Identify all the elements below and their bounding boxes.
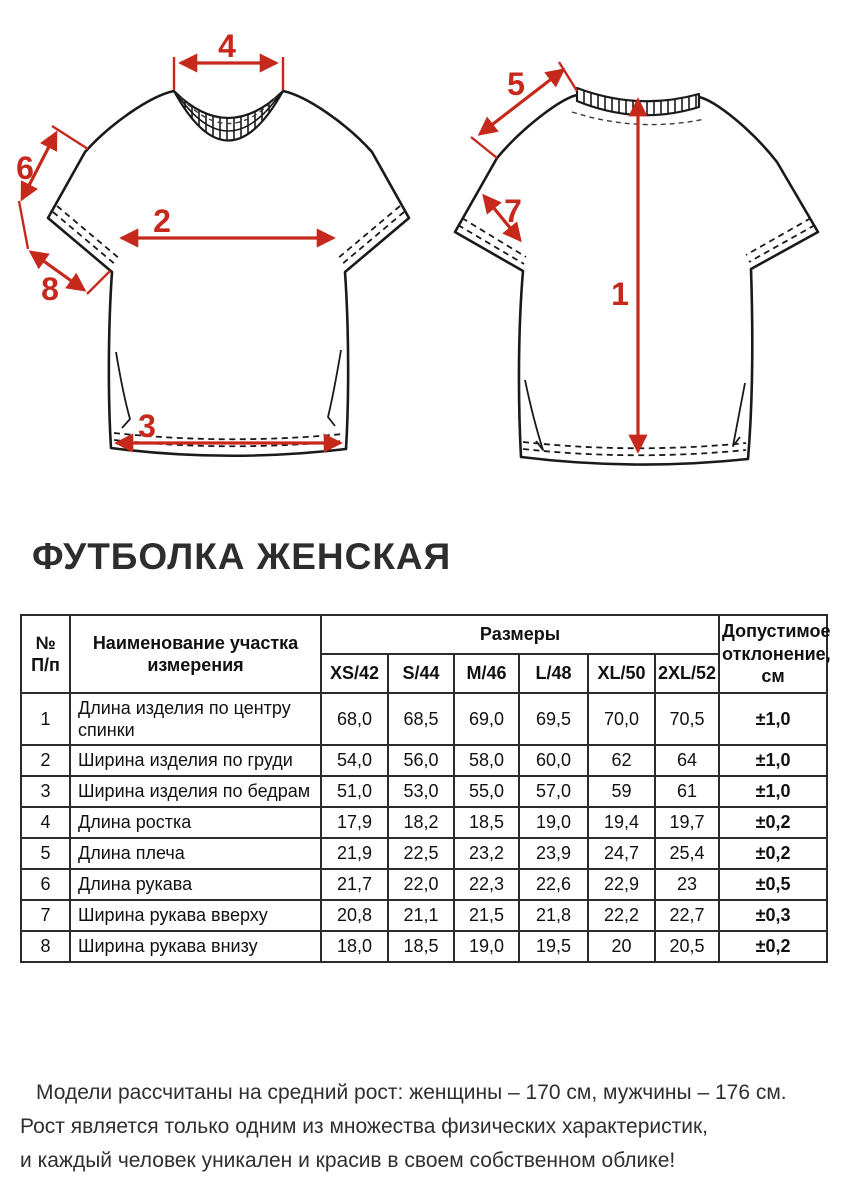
size-value: 22,9 xyxy=(588,869,655,900)
measurement-diagram xyxy=(0,0,841,515)
size-value: 23,9 xyxy=(519,838,588,869)
size-value: 21,1 xyxy=(388,900,454,931)
tolerance-value: ±1,0 xyxy=(719,745,827,776)
size-value: 55,0 xyxy=(454,776,519,807)
size-value: 22,6 xyxy=(519,869,588,900)
tolerance-value: ±1,0 xyxy=(719,693,827,745)
size-value: 22,2 xyxy=(588,900,655,931)
front-view-drawing xyxy=(48,91,409,456)
size-value: 57,0 xyxy=(519,776,588,807)
row-number: 1 xyxy=(21,693,70,745)
tolerance-value: ±1,0 xyxy=(719,776,827,807)
size-value: 19,5 xyxy=(519,931,588,962)
size-value: 19,7 xyxy=(655,807,719,838)
size-value: 20,8 xyxy=(321,900,388,931)
size-value: 70,5 xyxy=(655,693,719,745)
size-value: 53,0 xyxy=(388,776,454,807)
row-number: 8 xyxy=(21,931,70,962)
size-value: 20,5 xyxy=(655,931,719,962)
measurement-name: Длина плеча xyxy=(70,838,321,869)
table-row xyxy=(21,807,827,838)
row-number: 6 xyxy=(21,869,70,900)
size-value: 68,0 xyxy=(321,693,388,745)
col-header-measurement-name: Наименование участка измерения xyxy=(70,615,321,693)
table-row xyxy=(21,745,827,776)
col-header-tolerance: Допустимое отклонение, см xyxy=(719,615,827,693)
tolerance-value: ±0,5 xyxy=(719,869,827,900)
col-header-size-s: S/44 xyxy=(388,654,454,693)
size-value: 24,7 xyxy=(588,838,655,869)
size-value: 21,8 xyxy=(519,900,588,931)
page-title: ФУТБОЛКА ЖЕНСКАЯ xyxy=(32,536,452,577)
table-row xyxy=(21,869,827,900)
col-header-size-l: L/48 xyxy=(519,654,588,693)
size-value: 21,5 xyxy=(454,900,519,931)
col-header-number xyxy=(21,615,70,693)
size-value: 68,5 xyxy=(388,693,454,745)
col-header-size-m: M/46 xyxy=(454,654,519,693)
footer-line-3: и каждый человек уникален и красив в своем собственном облике! xyxy=(20,1149,676,1172)
row-number: 2 xyxy=(21,745,70,776)
front-body-outline xyxy=(48,91,409,456)
size-value: 69,0 xyxy=(454,693,519,745)
size-value: 18,0 xyxy=(321,931,388,962)
size-value: 21,9 xyxy=(321,838,388,869)
measurement-name: Ширина рукава вверху xyxy=(70,900,321,931)
size-value: 59 xyxy=(588,776,655,807)
size-value: 60,0 xyxy=(519,745,588,776)
measurement-name: Длина рукава xyxy=(70,869,321,900)
col-header-sizes-group: Размеры xyxy=(321,615,719,654)
size-value: 18,2 xyxy=(388,807,454,838)
size-value: 56,0 xyxy=(388,745,454,776)
size-value: 21,7 xyxy=(321,869,388,900)
dimension-label-4: 4 xyxy=(218,28,236,64)
size-value: 22,5 xyxy=(388,838,454,869)
row-number: 3 xyxy=(21,776,70,807)
col-header-size-2xl: 2XL/52 xyxy=(655,654,719,693)
tolerance-value: ±0,2 xyxy=(719,807,827,838)
row-number: 4 xyxy=(21,807,70,838)
size-value: 23,2 xyxy=(454,838,519,869)
size-value: 62 xyxy=(588,745,655,776)
footer-note xyxy=(20,1076,828,1178)
footer-line-1: Модели рассчитаны на средний рост: женщины – 170 см, мужчины – 176 см. xyxy=(36,1081,787,1104)
col-header-size-xs: XS/42 xyxy=(321,654,388,693)
size-value: 22,7 xyxy=(655,900,719,931)
size-value: 19,0 xyxy=(519,807,588,838)
dimension-label-1: 1 xyxy=(611,276,629,312)
footer-line-2: Рост является только одним из множества физических характеристик, xyxy=(20,1115,709,1138)
size-value: 22,3 xyxy=(454,869,519,900)
size-value: 51,0 xyxy=(321,776,388,807)
size-value: 19,4 xyxy=(588,807,655,838)
size-value: 64 xyxy=(655,745,719,776)
size-value: 70,0 xyxy=(588,693,655,745)
header-row-top xyxy=(21,615,827,654)
measurement-name: Ширина изделия по груди xyxy=(70,745,321,776)
measurement-name: Ширина рукава внизу xyxy=(70,931,321,962)
measurement-name: Ширина изделия по бедрам xyxy=(70,776,321,807)
size-table xyxy=(20,614,831,963)
size-value: 69,5 xyxy=(519,693,588,745)
measurement-name: Длина изделия по центру спинки xyxy=(70,693,321,745)
size-value: 17,9 xyxy=(321,807,388,838)
size-value: 25,4 xyxy=(655,838,719,869)
size-value: 23 xyxy=(655,869,719,900)
number-sign: № xyxy=(35,632,56,653)
table-row xyxy=(21,693,827,745)
size-value: 58,0 xyxy=(454,745,519,776)
table-row xyxy=(21,931,827,962)
dimension-label-8: 8 xyxy=(41,271,59,307)
number-sub: П/п xyxy=(31,655,60,675)
size-table-header xyxy=(21,615,831,693)
col-header-size-xl: XL/50 xyxy=(588,654,655,693)
size-value: 18,5 xyxy=(388,931,454,962)
dimension-label-3: 3 xyxy=(138,408,156,444)
size-value: 19,0 xyxy=(454,931,519,962)
tolerance-value: ±0,2 xyxy=(719,838,827,869)
size-value: 61 xyxy=(655,776,719,807)
size-value: 22,0 xyxy=(388,869,454,900)
size-value: 18,5 xyxy=(454,807,519,838)
dimension-label-6: 6 xyxy=(16,150,34,186)
size-value: 54,0 xyxy=(321,745,388,776)
dimension-label-2: 2 xyxy=(153,203,171,239)
tolerance-value: ±0,2 xyxy=(719,931,827,962)
size-value: 20 xyxy=(588,931,655,962)
table-row xyxy=(21,900,827,931)
table-row xyxy=(21,776,827,807)
dimension-label-5: 5 xyxy=(507,66,525,102)
row-number: 5 xyxy=(21,838,70,869)
table-row xyxy=(21,838,827,869)
size-table-body xyxy=(21,693,827,962)
measurement-name: Длина ростка xyxy=(70,807,321,838)
dimension-label-7: 7 xyxy=(504,193,522,229)
tolerance-value: ±0,3 xyxy=(719,900,827,931)
row-number: 7 xyxy=(21,900,70,931)
